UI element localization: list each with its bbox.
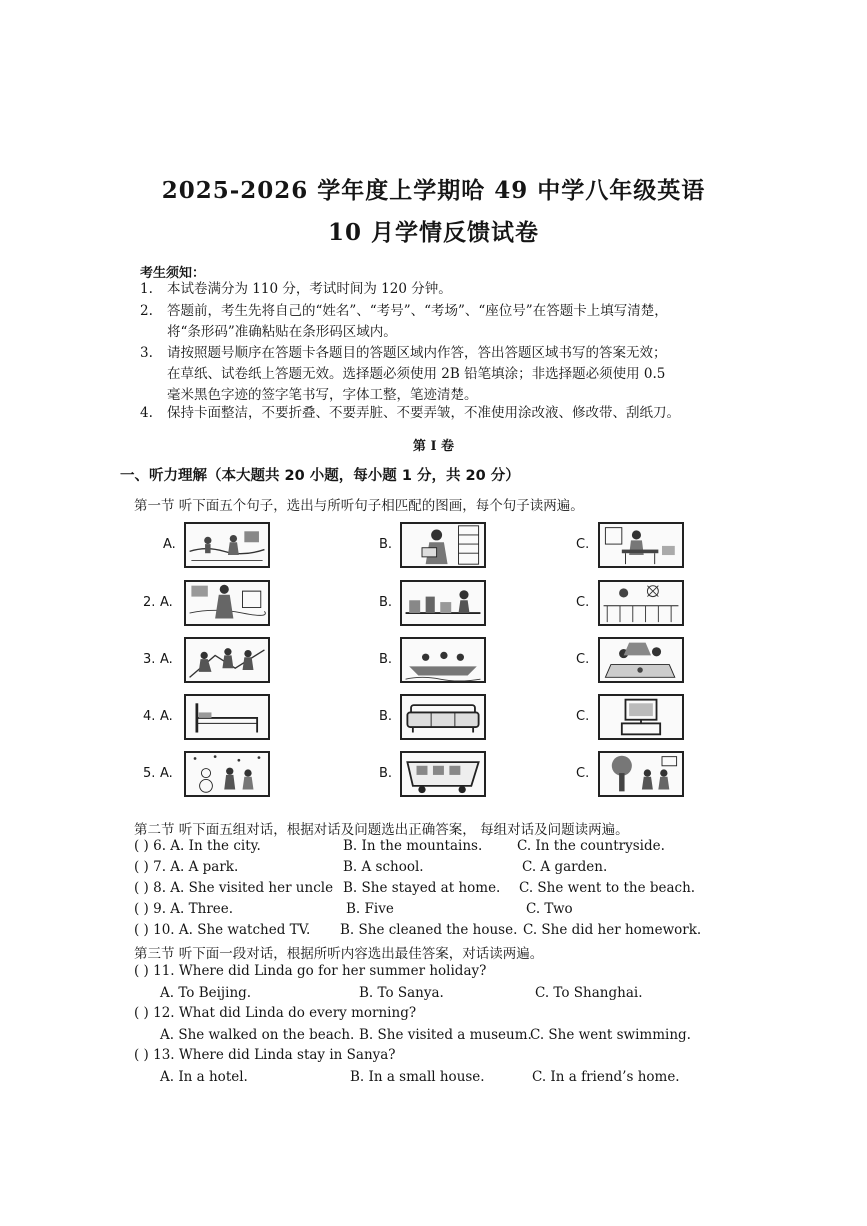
question-10-option-b: B. She cleaned the house. <box>340 922 518 938</box>
girl-reading-icon <box>400 522 486 568</box>
picture-option-label: C. <box>576 595 590 610</box>
picture-option-label: B. <box>379 537 393 552</box>
tv-icon <box>598 694 684 740</box>
bus-icon <box>400 751 486 797</box>
town-street-icon <box>400 580 486 626</box>
question-8-option-c: C. She went to the beach. <box>519 880 696 896</box>
picture-option-label: A. <box>160 595 173 610</box>
notice-item-text: 保持卡面整洁，不要折叠、不要弄脏、不要弄皱，不准使用涂改液、修改带、刮纸刀。 <box>167 405 680 421</box>
question-13-option-a: A. In a hotel. <box>160 1069 248 1085</box>
picture-option-label: C. <box>576 537 590 552</box>
picture-option-label: B. <box>379 595 393 610</box>
question-11-option-a: A. To Beijing. <box>160 985 252 1001</box>
question-12-option-a: A. She walked on the beach. <box>160 1027 355 1043</box>
question-6-stem: ( ) 6. A. In the city. <box>134 838 261 854</box>
family-picnic-icon <box>598 637 684 683</box>
notice-item-text: 本试卷满分为 110 分，考试时间为 120 分钟。 <box>167 281 452 297</box>
question-11-option-b: B. To Sanya. <box>359 985 444 1001</box>
notice-item-3 <box>140 343 740 406</box>
question-7-option-c: C. A garden. <box>522 859 608 875</box>
question-12-option-c: C. She went swimming. <box>530 1027 691 1043</box>
exam-title-line1: 2025-2026 学年度上学期哈 49 中学八年级英语 <box>161 177 706 204</box>
question-9-stem: ( ) 9. A. Three. <box>134 901 234 917</box>
girl-at-desk-icon <box>598 522 684 568</box>
picture-row-number: 5. <box>143 766 156 781</box>
question-10-option-c: C. She did her homework. <box>523 922 702 938</box>
picture-option-label: C. <box>576 652 590 667</box>
picture-option-label: B. <box>379 652 393 667</box>
picture-option-label: C. <box>576 766 590 781</box>
notice-item-text: 请按照题号顺序在答题卡各题目的答题区域内作答，答出答题区域书写的答案无效； <box>167 345 667 361</box>
question-9-option-c: C. Two <box>526 901 573 917</box>
question-8-stem: ( ) 8. A. She visited her uncle <box>134 880 334 896</box>
notice-item-text: 答题前，考生先将自己的“姓名”、“考号”、“考场”、“座位号”在答题卡上填写清楚， <box>167 303 668 319</box>
notice-heading: 考生须知： <box>140 266 206 281</box>
picture-option-label: A. <box>160 709 173 724</box>
section-title: 一、听力理解（本大题共 20 小题，每小题 1 分，共 20 分） <box>120 468 520 484</box>
question-6-option-b: B. In the mountains. <box>343 838 483 854</box>
picture-option-label: C. <box>576 709 590 724</box>
question-8-option-b: B. She stayed at home. <box>343 880 501 896</box>
picture-row-number: 2. <box>143 595 156 610</box>
picture-option-label: A. <box>163 537 176 552</box>
question-10-stem: ( ) 10. A. She watched TV. <box>134 922 311 938</box>
notice-item-2 <box>140 301 740 343</box>
notice-item-number: 4. <box>140 405 153 421</box>
garden-view-icon <box>598 580 684 626</box>
question-11-option-c: C. To Shanghai. <box>535 985 643 1001</box>
picture-option-label: A. <box>160 766 173 781</box>
beach-scene-icon <box>184 522 270 568</box>
part3-instruction: 第三节 听下面一段对话，根据所听内容选出最佳答案，对话读两遍。 <box>134 946 544 962</box>
question-7-stem: ( ) 7. A. A park. <box>134 859 239 875</box>
question-12-option-b: B. She visited a museum. <box>359 1027 532 1043</box>
notice-item-number: 1. <box>140 281 153 297</box>
question-9-option-b: B. Five <box>346 901 394 917</box>
question-7-option-b: B. A school. <box>343 859 424 875</box>
question-11-stem: ( ) 11. Where did Linda go for her summer holiday? <box>134 963 487 979</box>
notice-item-text: 毫米黑色字迹的签字笔书写，字体工整，笔迹清楚。 <box>167 387 478 403</box>
question-13-option-b: B. In a small house. <box>350 1069 485 1085</box>
picture-option-label: B. <box>379 709 393 724</box>
people-in-boat-icon <box>400 637 486 683</box>
sofa-icon <box>400 694 486 740</box>
notice-item-text: 将“条形码”准确粘贴在条形码区域内。 <box>167 324 397 340</box>
part2-instruction: 第二节 听下面五组对话，根据对话及问题选出正确答案， 每组对话及问题读两遍。 <box>134 822 629 838</box>
notice-item-number: 2. <box>140 303 153 319</box>
picture-option-label: A. <box>160 652 173 667</box>
notice-item-number: 3. <box>140 345 153 361</box>
question-13-option-c: C. In a friend’s home. <box>532 1069 680 1085</box>
picture-row-number: 3. <box>143 652 156 667</box>
question-13-stem: ( ) 13. Where did Linda stay in Sanya? <box>134 1047 396 1063</box>
notice-item-1 <box>140 279 740 299</box>
people-under-tree-icon <box>598 751 684 797</box>
picture-row-number: 4. <box>143 709 156 724</box>
notice-item-4 <box>140 403 740 423</box>
picture-option-label: B. <box>379 766 393 781</box>
question-12-stem: ( ) 12. What did Linda do every morning? <box>134 1005 417 1021</box>
volume-label: 第 I 卷 <box>412 439 455 454</box>
part1-instruction: 第一节 听下面五个句子，选出与所听句子相匹配的图画，每个句子读两遍。 <box>134 498 584 514</box>
notice-item-text: 在草纸、试卷纸上答题无效。选择题必须使用 2B 铅笔填涂；非选择题必须使用 0.5 <box>167 366 666 382</box>
snow-people-icon <box>184 751 270 797</box>
bed-icon <box>184 694 270 740</box>
people-hiking-icon <box>184 637 270 683</box>
exam-title-line2: 10 月学情反馈试卷 <box>327 219 539 246</box>
question-6-option-c: C. In the countryside. <box>517 838 665 854</box>
person-by-lake-icon <box>184 580 270 626</box>
